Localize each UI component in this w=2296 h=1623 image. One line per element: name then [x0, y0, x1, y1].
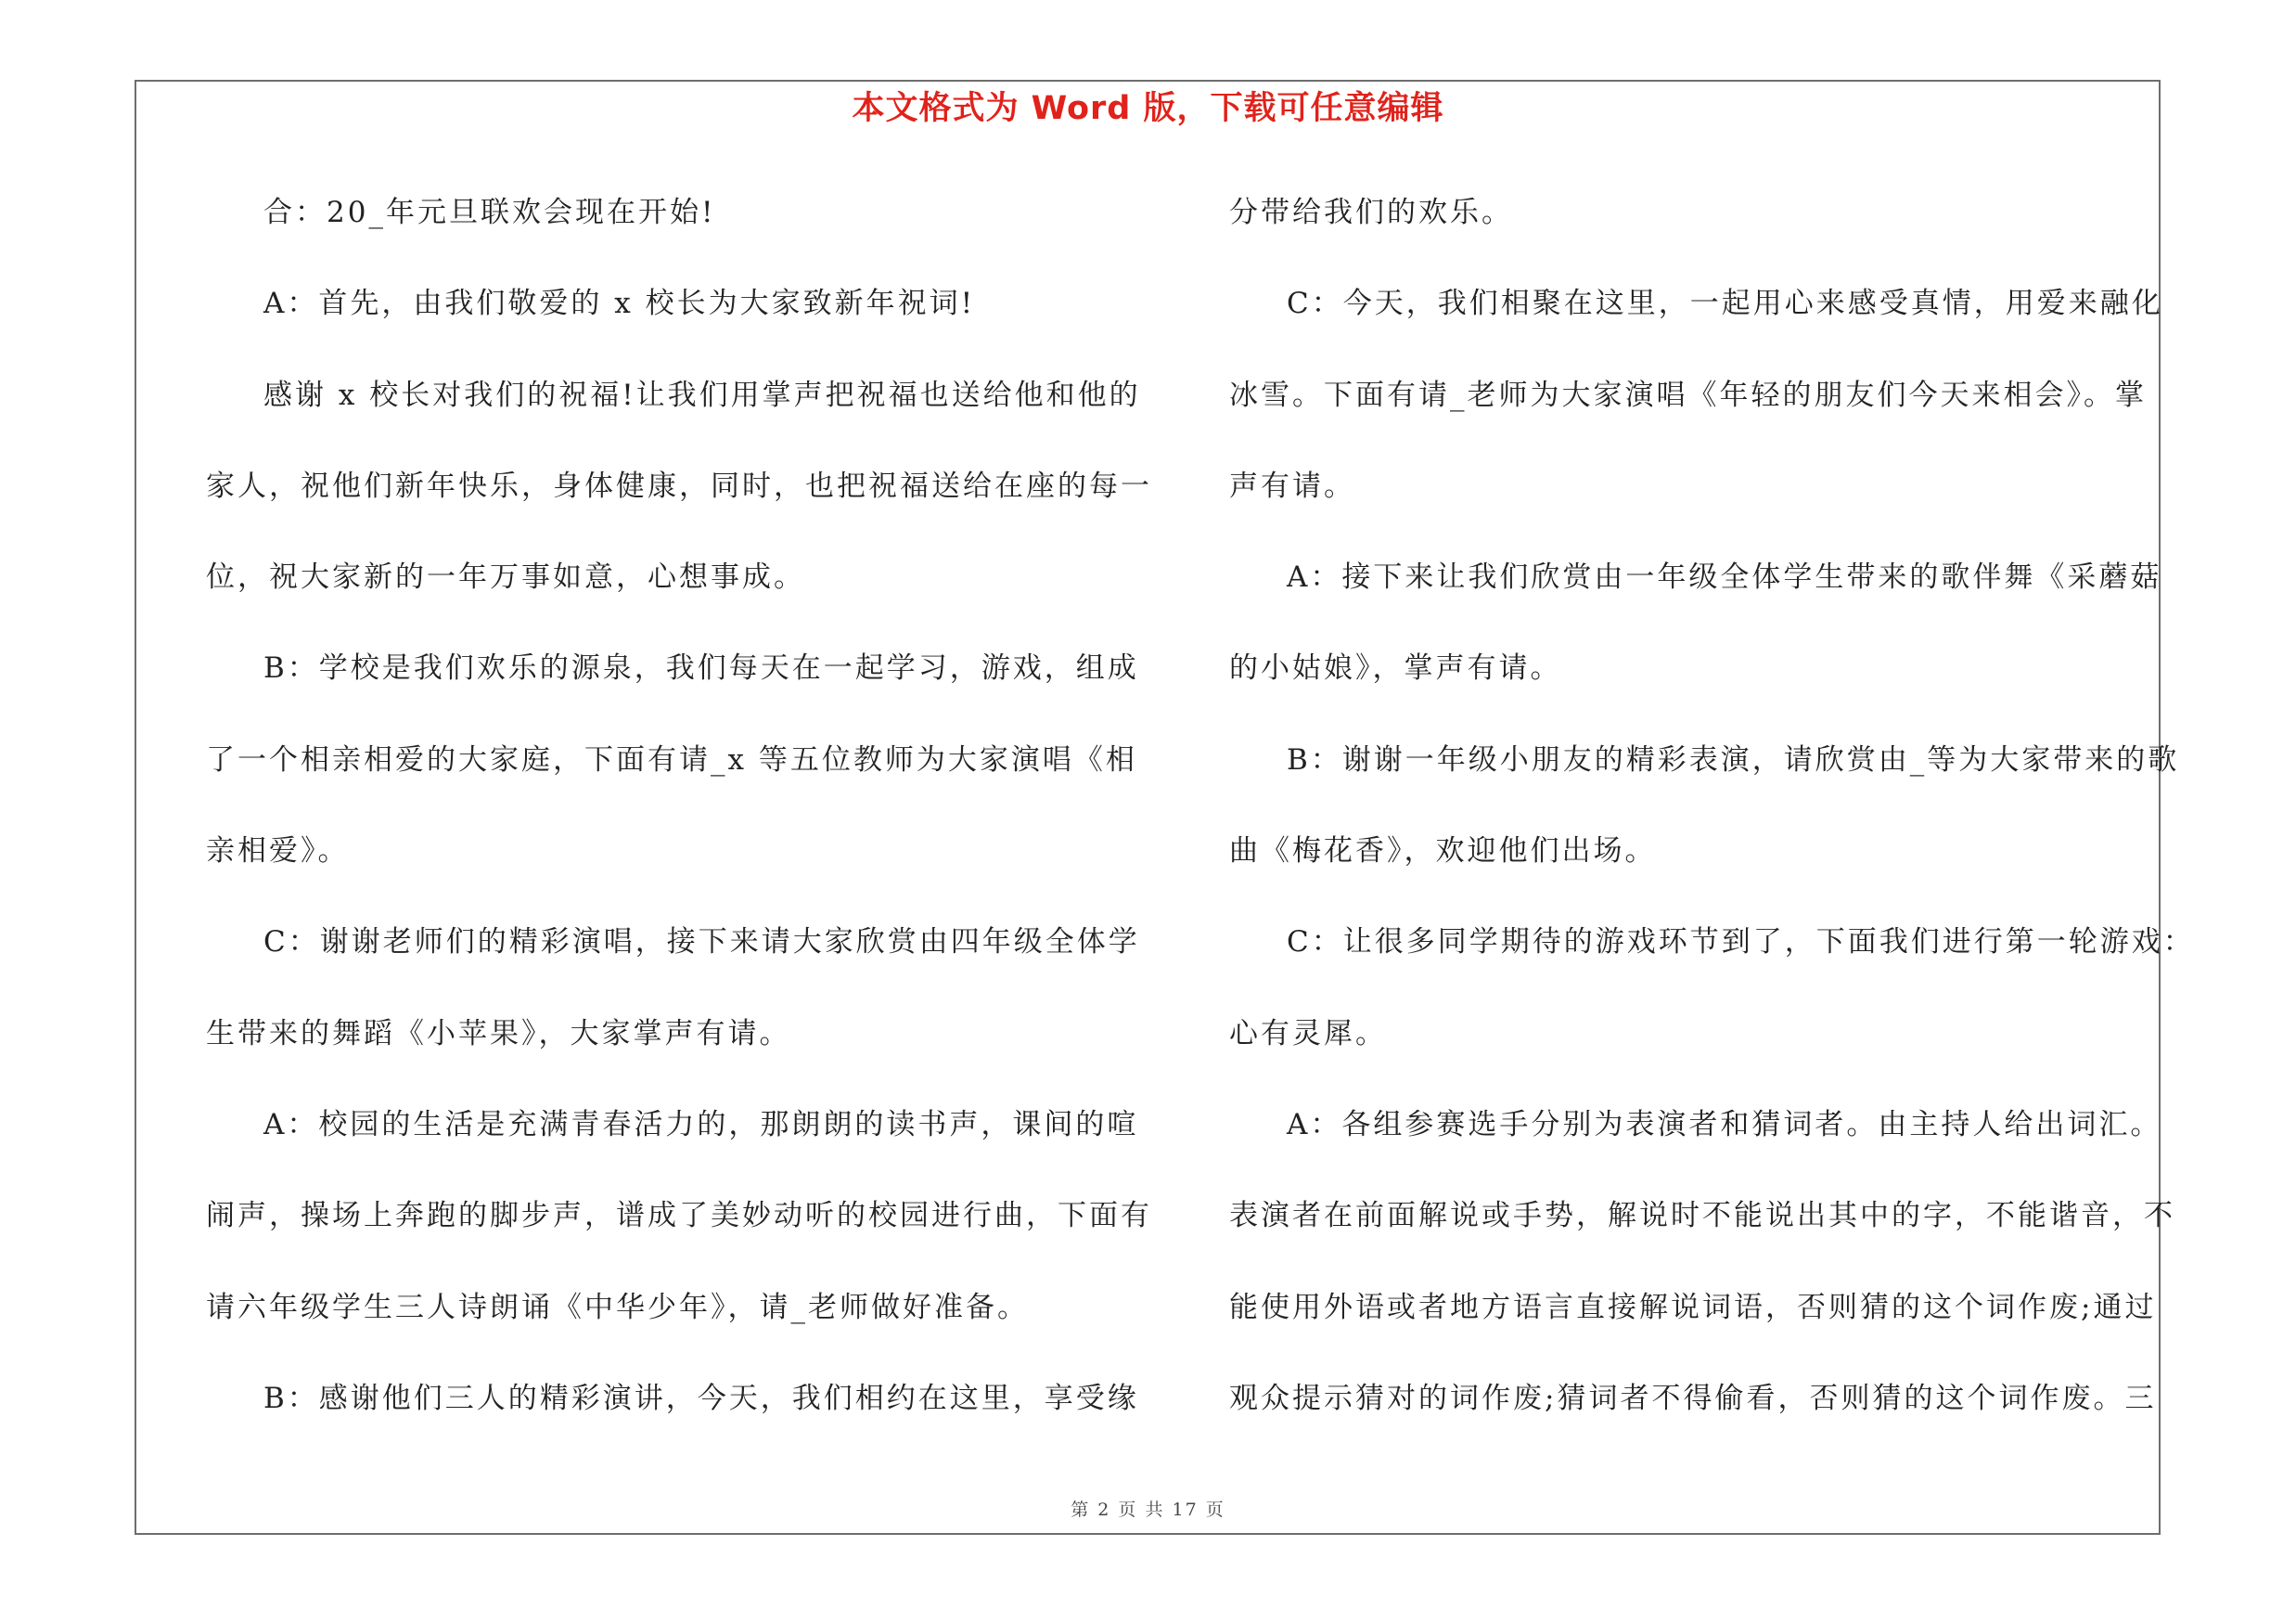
text-line: 闹声，操场上奔跑的脚步声，谱成了美妙动听的校园进行曲，下面有 [206, 1199, 1152, 1233]
text-line: B：感谢他们三人的精彩演讲，今天，我们相约在这里，享受缘 [263, 1381, 1139, 1415]
text-line: C：让很多同学期待的游戏环节到了，下面我们进行第一轮游戏： [1287, 925, 2195, 960]
right-text-column [1229, 181, 2195, 1458]
text-line: 亲相爱》。 [206, 834, 350, 869]
text-line: A：校园的生活是充满青春活力的，那朗朗的读书声，课间的喧 [263, 1107, 1139, 1141]
text-line: 分带给我们的欢乐。 [1229, 196, 1513, 229]
text-line: B：学校是我们欢乐的源泉，我们每天在一起学习，游戏，组成 [263, 651, 1139, 686]
text-line: A：首先，由我们敬爱的 x 校长为大家致新年祝词! [263, 287, 976, 321]
page-number-footer: 第 2 页 共 17 页 [1071, 1500, 1225, 1520]
text-line: 生带来的舞蹈《小苹果》，大家掌声有请。 [206, 1016, 791, 1050]
text-line: 请六年级学生三人诗朗诵《中华少年》，请_老师做好准备。 [206, 1290, 1029, 1324]
text-line: A：各组参赛选手分别为表演者和猜词者。由主持人给出词汇。 [1287, 1107, 2162, 1141]
text-line: 家人，祝他们新年快乐，身体健康，同时，也把祝福送给在座的每一 [206, 469, 1152, 503]
text-line: A：接下来让我们欣赏由一年级全体学生带来的歌伴舞《采蘑菇 [1287, 560, 2162, 595]
text-line: 心有灵犀。 [1229, 1016, 1387, 1050]
text-line: 位，祝大家新的一年万事如意，心想事成。 [206, 560, 805, 595]
text-line: 观众提示猜对的词作废;猜词者不得偷看，否则猜的这个词作废。三 [1229, 1381, 2157, 1415]
text-line: 曲《梅花香》，欢迎他们出场。 [1229, 834, 1657, 869]
text-line: 感谢 x 校长对我们的祝福!让我们用掌声把祝福也送给他和他的 [263, 378, 1141, 412]
text-line: B：谢谢一年级小朋友的精彩表演，请欣赏由_等为大家带来的歌 [1287, 742, 2180, 777]
text-line: 了一个相亲相爱的大家庭，下面有请_x 等五位教师为大家演唱《相 [206, 742, 1137, 777]
format-banner: 本文格式为 Word 版，下载可任意编辑 [852, 90, 1444, 127]
text-line: 能使用外语或者地方语言直接解说词语，否则猜的这个词作废;通过 [1229, 1290, 2157, 1324]
text-line: 合：20_年元旦联欢会现在开始! [263, 196, 716, 229]
text-line: 冰雪。下面有请_老师为大家演唱《年轻的朋友们今天来相会》。掌 [1229, 378, 2147, 412]
text-line: C：今天，我们相聚在这里，一起用心来感受真情，用爱来融化 [1287, 287, 2163, 321]
text-line: 的小姑娘》，掌声有请。 [1229, 651, 1562, 686]
text-line: 表演者在前面解说或手势，解说时不能说出其中的字，不能谐音，不 [1229, 1199, 2175, 1233]
left-text-column [206, 181, 1152, 1458]
text-line: 声有请。 [1229, 469, 1355, 503]
text-line: C：谢谢老师们的精彩演唱，接下来请大家欣赏由四年级全体学 [263, 925, 1140, 960]
